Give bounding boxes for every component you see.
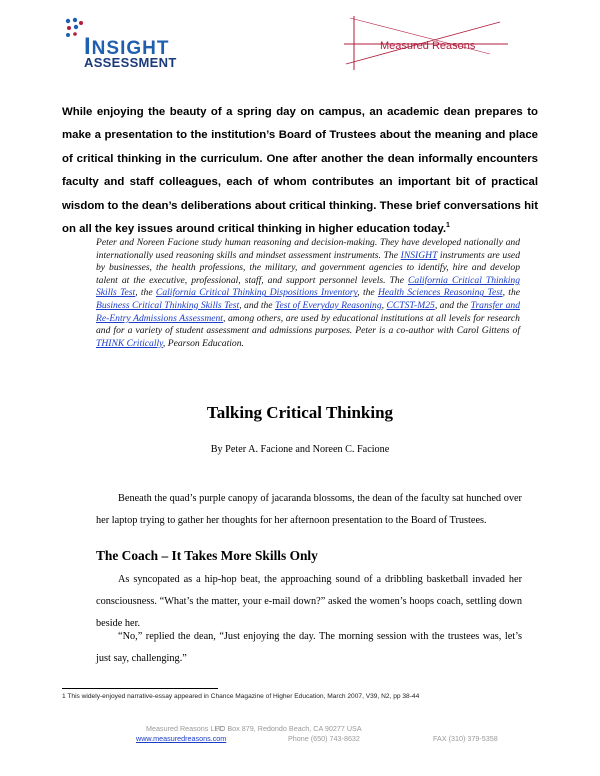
footer-org: Measured Reasons LLC [146,724,224,733]
link-think-critically[interactable]: THINK Critically [96,337,163,349]
footer-fax: FAX (310) 379-5358 [433,734,498,743]
intro-paragraph [62,101,538,241]
link-hsrt[interactable]: Health Sciences Reasoning Test [377,287,503,299]
footer-website-link[interactable]: www.measuredreasons.com [136,734,227,743]
assessment-wordmark: ASSESSMENT [84,55,177,70]
insight-assessment-logo [62,14,192,74]
link-ter[interactable]: Test of Everyday Reasoning [275,299,382,311]
section-heading: The Coach – It Takes More Skills Only [96,548,318,563]
intro-text: While enjoying the beauty of a spring day on campus, an academic dean prepares to make a presentation to the institution’s Board of Trustees about the meaning and place of critical thinking in the curriculum. One after another the dean informally encounters faculty and staff colleagues, each of whom contributes an important bit of practical wisdom to the dean’s deliberations about critical thinking. These brief conversations hit on all the key issues around critical thinking in higher education today. [62,106,538,236]
link-insight[interactable]: INSIGHT [400,249,438,261]
paragraph-1: Beneath the quad’s purple canopy of jacaranda blossoms, the dean of the faculty sat hunched over her laptop trying to gather her thoughts for her afternoon presentation to the Board of Trustees. [96,493,522,526]
link-bcts[interactable]: Business Critical Thinking Skills Test [96,299,240,311]
paragraph-2: As syncopated as a hip-hop beat, the approaching sound of a dribbling basketball invaded her consciousness. “What’s the matter, your e-mail down?” asked the women’s hoops coach, settling down beside her. [96,574,522,629]
measured-reasons-logo [340,14,510,72]
link-cctst-m25[interactable]: CCTST-M25 [386,299,435,311]
footnote-marker[interactable]: 1 [445,222,450,230]
link-cctdi[interactable]: California Critical Thinking Dispositions Inventory [155,287,358,299]
link-trax[interactable]: Transfer and Re-Entry Admissions Assessment [96,299,520,324]
insight-wordmark: INSIGHT [84,33,170,60]
footnote-divider [62,688,218,689]
measured-reasons-wordmark: Measured Reasons [380,40,476,52]
footnote: 1 This widely-enjoyed narrative-essay appeared in Chance Magazine of Higher Education, March 2007, V39, N2, pp 38-44 [62,693,420,700]
author-bio: Peter and Noreen Facione study human reasoning and decision-making. They have developed nationally and internationally used reasoning skills and mindset assessment instruments. The INSIGHT instruments are used by businesses, the health professions, the military, and government agencies to identify, hire and develop talent at the executive, professional, staff, and support personnel levels. The California Critical Thinking Skills Test, the California Critical Thinking Dispositions Inventory, the Health Sciences Reasoning Test, the Business Critical Thinking Skills Test, and the Test of Everyday Reasoning, CCTST-M25, and the Transfer and Re-Entry Admissions Assessment, among others, are used by educational institutions at all levels for research and for a variety of student assessment and admissions purposes. Peter is a co-author with Carol Gittens of THINK Critically, Pearson Education. [96,237,521,349]
footer-address: PO Box 879, Redondo Beach, CA 90277 USA [215,724,362,733]
footer-phone: Phone (650) 743-8632 [288,734,360,743]
paragraph-3: “No,” replied the dean, “Just enjoying the day. The morning session with the trustees was, let’s just say, challenging.” [96,631,522,664]
article-byline: By Peter A. Facione and Noreen C. Facione [210,444,390,455]
link-cctst[interactable]: California Critical Thinking Skills Test [96,274,520,299]
article-title: Talking Critical Thinking [206,403,394,422]
dots-logo-icon [64,17,86,39]
